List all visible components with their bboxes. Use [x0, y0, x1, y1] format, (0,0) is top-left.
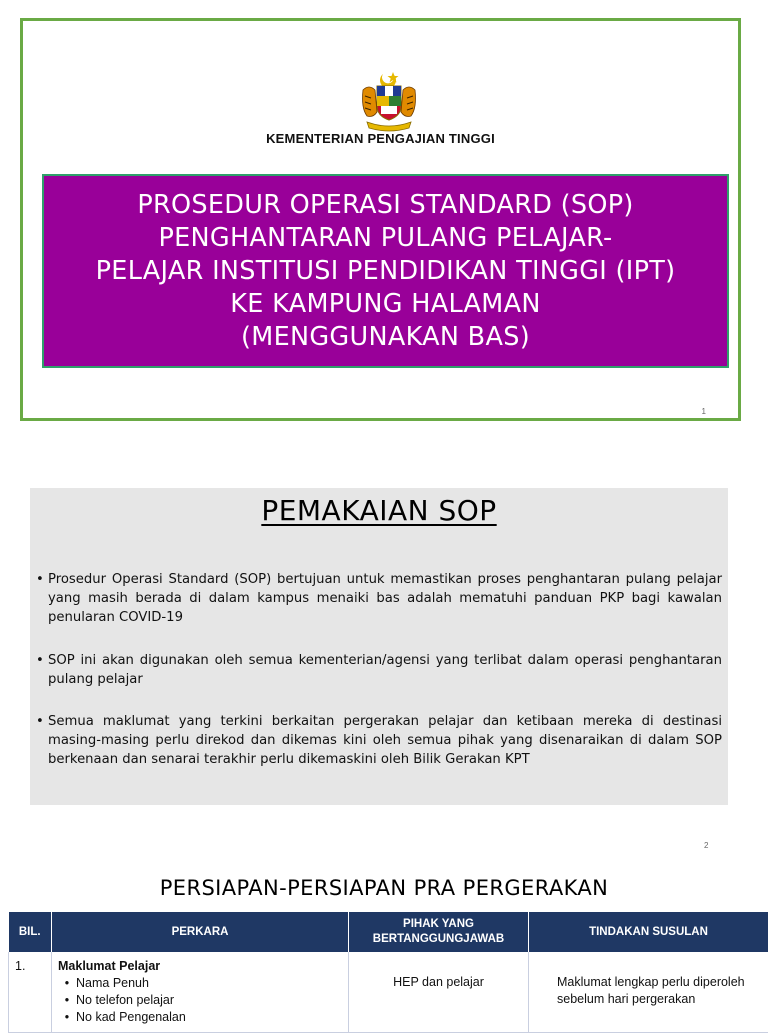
bullet-icon: • [58, 975, 76, 992]
bullet-icon: • [58, 992, 76, 1009]
cell-perkara [52, 952, 349, 1033]
title-line: PENGHANTARAN PULANG PELAJAR- [158, 222, 612, 255]
list-item-text: No telefon pelajar [76, 992, 174, 1009]
title-line: (MENGGUNAKAN BAS) [241, 321, 530, 354]
table-header-row [9, 912, 768, 952]
malaysia-coat-of-arms-icon [357, 68, 421, 138]
ministry-name: KEMENTERIAN PENGAJIAN TINGGI [23, 131, 738, 146]
bullet-item [36, 712, 722, 769]
bullet-text: SOP ini akan digunakan oleh semua kementerian/agensi yang terlibat dalam operasi penghantaran pulang pelajar [48, 651, 722, 689]
bullet-icon: • [36, 712, 48, 769]
slide-heading: PERSIAPAN-PERSIAPAN PRA PERGERAKAN [0, 876, 768, 900]
column-header-pihak: PIHAK YANG BERTANGGUNGJAWAB [349, 912, 529, 952]
list-item-text: No kad Pengenalan [76, 1009, 186, 1026]
preparation-table [8, 912, 768, 1033]
list-item [58, 992, 342, 1009]
bullet-item [36, 651, 722, 689]
item-title: Maklumat Pelajar [58, 958, 342, 975]
slide-heading: PEMAKAIAN SOP [30, 494, 728, 527]
cell-tindakan: Maklumat lengkap perlu diperoleh sebelum hari pergerakan [529, 952, 768, 1033]
cell-bil: 1. [9, 952, 52, 1033]
bullet-text: Prosedur Operasi Standard (SOP) bertujuan untuk memastikan proses penghantaran pulang pelajar yang masih berada di dalam kampus menaiki bas adalah mematuhi panduan PKP bagi kawalan penularan COVID-19 [48, 570, 722, 627]
title-line: PELAJAR INSTITUSI PENDIDIKAN TINGGI (IPT) [96, 255, 676, 288]
column-header-perkara: PERKARA [52, 912, 349, 952]
list-item [58, 975, 342, 992]
cell-pihak: HEP dan pelajar [349, 952, 529, 1033]
list-item [58, 1009, 342, 1026]
column-header-bil: BIL. [9, 912, 52, 952]
column-header-tindakan: TINDAKAN SUSULAN [529, 912, 768, 952]
bullet-icon: • [58, 1009, 76, 1026]
title-slide [20, 18, 741, 421]
page-number: 1 [702, 407, 706, 416]
title-line: KE KAMPUNG HALAMAN [230, 288, 540, 321]
title-line: PROSEDUR OPERASI STANDARD (SOP) [137, 189, 633, 222]
usage-slide [30, 488, 728, 805]
bullet-icon: • [36, 651, 48, 689]
bullet-item [36, 570, 722, 627]
bullet-text: Semua maklumat yang terkini berkaitan pergerakan pelajar dan ketibaan mereka di destinasi masing-masing perlu direkod dan dikemas kini oleh semua pihak yang disenaraikan di dalam SOP berkenaan dan senarai terakhir perlu dikemaskini oleh Bilik Gerakan KPT [48, 712, 722, 769]
title-banner [42, 174, 729, 368]
list-item-text: Nama Penuh [76, 975, 149, 992]
item-list [58, 975, 342, 1026]
page-number: 2 [704, 841, 708, 850]
bullet-icon: • [36, 570, 48, 627]
table-row [9, 952, 768, 1033]
